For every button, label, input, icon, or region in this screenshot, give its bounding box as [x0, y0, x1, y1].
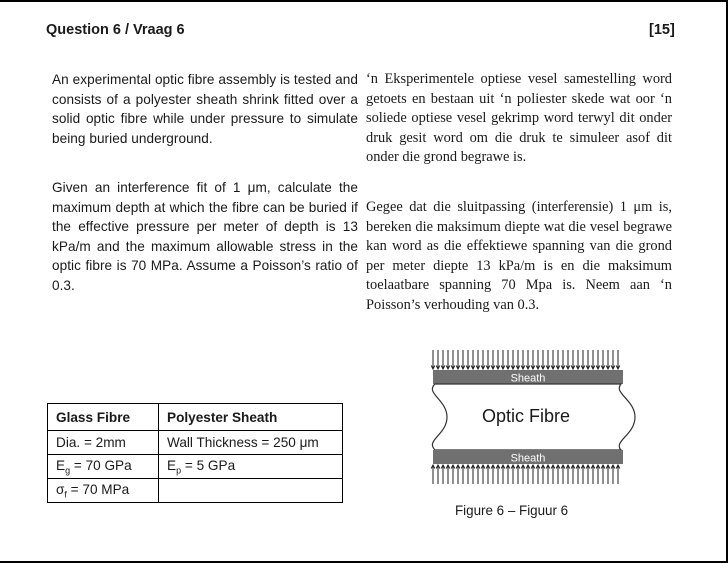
bottom-sheath-label: Sheath: [510, 452, 546, 465]
empty-cell: [159, 479, 343, 503]
sheath-modulus-cell: $E_p = 5$ GPa: [159, 455, 343, 479]
polyester-sheath-header: Polyester Sheath: [159, 404, 343, 431]
table-row: [48, 479, 343, 503]
english-paragraph-2: Given an interference fit of 1 μm, calculate the maximum depth at which the fibre can be buried if the effective pressure per meter of depth is 13 kPa/m and the maximum allowable stress in the optic fibre is 70 MPa. Assume a Poisson’s ratio of 0.3.: [52, 180, 358, 293]
english-paragraph-1: An experimental optic fibre assembly is tested and consists of a polyester sheath shrink fitted over a solid optic fibre while under pressure to simulate being buried underground.: [52, 72, 358, 146]
top-pressure-arrows: [431, 350, 620, 369]
top-border: [0, 0, 728, 2]
fibre-diameter-cell: Dia. = 2mm: [48, 431, 159, 455]
table-row: [48, 455, 343, 479]
figure-caption: Figure 6 – Figuur 6: [455, 503, 569, 518]
optic-fibre-label: Optic Fibre: [481, 406, 571, 426]
bottom-pressure-arrows: [431, 465, 620, 484]
afrikaans-paragraph-2: Gegee dat die sluitpassing (interferensie) 1 μm is, bereken die maksimum diepte wat die vesel begrawe kan word as die effektiewe spanning van die grond per meter diepte 13 kPa/m is en die maksimum toelaatbare spanning 70 Mpa is. Neem aan ‘n Poisson’s verhouding van 0.3.: [366, 199, 672, 313]
top-sheath-label: Sheath: [510, 372, 546, 385]
figure-6-diagram: [405, 340, 645, 500]
question-title: Question 6 / Vraag 6: [46, 22, 185, 38]
table-row: [48, 431, 343, 455]
table-header-row: [48, 404, 343, 431]
question-marks: [15]: [649, 22, 675, 38]
glass-fibre-header: Glass Fibre: [48, 404, 159, 431]
wall-thickness-cell: Wall Thickness = 250 μm: [159, 431, 343, 455]
fibre-stress-cell: $\sigma_f = 70$ MPa: [48, 479, 159, 503]
afrikaans-paragraph-1: ‘n Eksperimentele optiese vesel samestelling word getoets en bestaan uit ‘n poliester skede wat oor ‘n soliede optiese vesel gekrimp word terwyl dit onder druk gesit word om die druk te simuleer asof dit onder die grond begrawe is.: [366, 71, 672, 166]
fibre-modulus-cell: $E_g = 70$ GPa: [48, 455, 159, 479]
properties-table: [47, 403, 343, 503]
